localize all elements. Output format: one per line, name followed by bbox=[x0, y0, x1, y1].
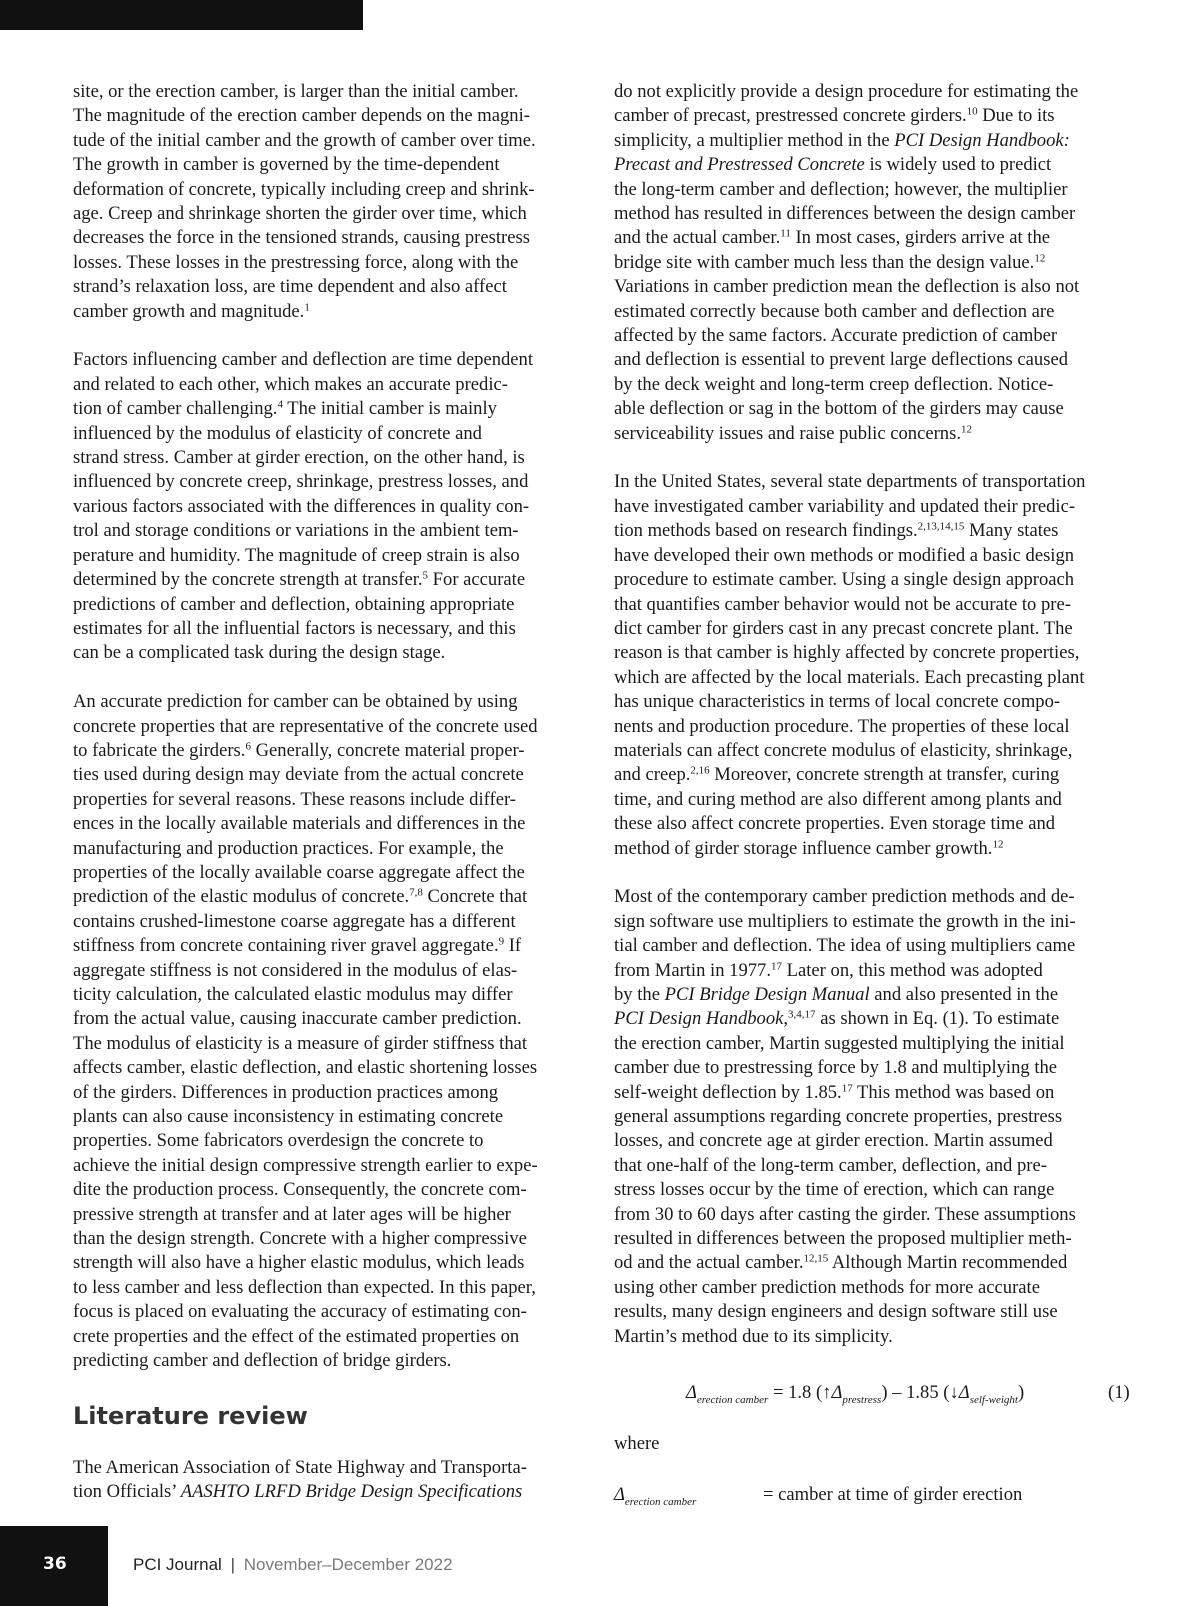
section-heading-literature-review: Literature review bbox=[73, 1402, 308, 1430]
text-line: trol and storage conditions or variations in the ambient tem- bbox=[73, 520, 519, 542]
text-line: strand’s relaxation loss, are time dependent and also affect bbox=[73, 276, 507, 298]
text-line: procedure to estimate camber. Using a single design approach bbox=[614, 569, 1075, 591]
text-line: properties. Some fabricators overdesign the concrete to bbox=[73, 1130, 484, 1152]
text-line: strand stress. Camber at girder erection, on the other hand, is bbox=[73, 447, 525, 469]
text-line: influenced by concrete creep, shrinkage, prestress losses, and bbox=[73, 471, 529, 493]
text-line: estimates for all the influential factors is necessary, and this bbox=[73, 617, 516, 639]
text-line: manufacturing and production practices. For example, the bbox=[73, 837, 504, 859]
text-line: Factors influencing camber and deflection are time dependent bbox=[73, 349, 534, 371]
text-line: reason is that camber is highly affected by concrete properties, bbox=[614, 642, 1080, 664]
equation-1: $\Delta_{erection camber} = 1.8$ $(↑\Delta_{prestress}) - 1.85$ $(↓\Delta_{self-weight})$ bbox=[686, 1382, 1025, 1406]
left-paragraph-3 bbox=[73, 690, 588, 1373]
definition-text: = camber at time of girder erection bbox=[763, 1484, 1023, 1505]
text-line: prediction of the elastic modulus of concrete.$^{7,8}$ Concrete that bbox=[73, 886, 528, 908]
text-line: aggregate stiffness is not considered in the modulus of elas- bbox=[73, 959, 518, 981]
text-line: Precast and Prestressed Concrete is widely used to predict bbox=[614, 154, 1052, 176]
text-line: losses. These losses in the prestressing force, along with the bbox=[73, 251, 519, 273]
text-line: concrete properties that are representative of the concrete used bbox=[73, 715, 538, 737]
text-line: to fabricate the girders.$^6$ Generally, concrete material proper- bbox=[73, 739, 525, 761]
journal-name: PCI Journal bbox=[133, 1555, 222, 1574]
text-line: age. Creep and shrinkage shorten the girder over time, which bbox=[73, 203, 527, 225]
page-number: 36 bbox=[43, 1554, 67, 1574]
text-line: ticity calculation, the calculated elastic modulus may differ bbox=[73, 984, 513, 1005]
header-bar bbox=[0, 0, 363, 30]
footer-journal-info bbox=[133, 1555, 453, 1575]
text-line: from 30 to 60 days after casting the girder. These assumptions bbox=[614, 1203, 1076, 1225]
text-line: properties for several reasons. These reasons include differ- bbox=[73, 788, 516, 810]
text-line: An accurate prediction for camber can be obtained by using bbox=[73, 691, 518, 713]
text-line: The growth in camber is governed by the time-dependent bbox=[73, 154, 500, 176]
text-line: than the design strength. Concrete with a higher compressive bbox=[73, 1228, 527, 1250]
definition-symbol: $\Delta_{erection camber}$ bbox=[614, 1484, 697, 1508]
text-line: resulted in differences between the proposed multiplier meth- bbox=[614, 1228, 1072, 1250]
text-line: serviceability issues and raise public concerns.$^{12}$ bbox=[614, 422, 972, 444]
text-line: site, or the erection camber, is larger than the initial camber. bbox=[73, 81, 519, 102]
right-paragraph-1 bbox=[614, 80, 1129, 446]
text-line: strength will also have a higher elastic modulus, which leads bbox=[73, 1252, 525, 1274]
text-line: decreases the force in the tensioned strands, causing prestress bbox=[73, 227, 530, 249]
text-line: by the PCI Bridge Design Manual and also presented in the bbox=[614, 984, 1059, 1005]
text-line: Variations in camber prediction mean the deflection is also not bbox=[614, 276, 1080, 298]
text-line: and deflection is essential to prevent large deflections caused bbox=[614, 349, 1069, 371]
text-line: do not explicitly provide a design procedure for estimating the bbox=[614, 81, 1079, 102]
text-line: method of girder storage influence camber growth.$^{12}$ bbox=[614, 837, 1004, 859]
text-line: bridge site with camber much less than the design value.$^{12}$ bbox=[614, 251, 1046, 273]
text-line: pressive strength at transfer and at later ages will be higher bbox=[73, 1203, 511, 1225]
text-line: self-weight deflection by 1.85.17 This method was based on bbox=[614, 1081, 1055, 1103]
text-line: dict camber for girders cast in any precast concrete plant. The bbox=[614, 617, 1073, 639]
text-line: nents and production procedure. The properties of these local bbox=[614, 715, 1070, 737]
text-line: od and the actual camber.$^{12,15}$ Although Martin recommended bbox=[614, 1252, 1068, 1274]
text-line: determined by the concrete strength at transfer.$^5$ For accurate bbox=[73, 569, 526, 591]
text-line: the long-term camber and deflection; however, the multiplier bbox=[614, 178, 1068, 200]
text-line: by the deck weight and long-term creep deflection. Notice- bbox=[614, 373, 1054, 395]
text-line: camber of precast, prestressed concrete girders.$^{10}$ Due to its bbox=[614, 105, 1055, 127]
text-line: losses, and concrete age at girder erection. Martin assumed bbox=[614, 1130, 1053, 1152]
text-line: able deflection or sag in the bottom of the girders may cause bbox=[614, 398, 1064, 420]
text-line: various factors associated with the differences in quality con- bbox=[73, 495, 530, 517]
footer-separator: | bbox=[230, 1555, 235, 1574]
text-line: have investigated camber variability and updated their predic- bbox=[614, 495, 1076, 517]
text-line: results, many design engineers and design software still use bbox=[614, 1301, 1058, 1323]
text-line: and related to each other, which makes an accurate predic- bbox=[73, 373, 508, 395]
text-line: these also affect concrete properties. Even storage time and bbox=[614, 813, 1056, 835]
text-line: that quantifies camber behavior would not be accurate to pre- bbox=[614, 593, 1071, 615]
text-line: properties of the locally available coarse aggregate affect the bbox=[73, 861, 525, 883]
text-line: tion Officials’ AASHTO LRFD Bridge Design Specifications bbox=[73, 1481, 523, 1503]
text-line: tial camber and deflection. The idea of using multipliers came bbox=[614, 935, 1076, 957]
text-line: plants can also cause inconsistency in estimating concrete bbox=[73, 1106, 504, 1128]
right-column bbox=[614, 80, 1129, 1349]
text-line: have developed their own methods or modified a basic design bbox=[614, 544, 1075, 566]
text-line: using other camber prediction methods for more accurate bbox=[614, 1276, 1040, 1298]
left-paragraph-1 bbox=[73, 80, 588, 324]
text-line: Martin’s method due to its simplicity. bbox=[614, 1325, 893, 1347]
text-line: camber due to prestressing force by 1.8 and multiplying the bbox=[614, 1057, 1058, 1079]
text-line: that one-half of the long-term camber, deflection, and pre- bbox=[614, 1154, 1047, 1176]
text-line: method has resulted in differences between the design camber bbox=[614, 203, 1076, 225]
text-line: The magnitude of the erection camber depends on the magni- bbox=[73, 105, 530, 127]
text-line: The modulus of elasticity is a measure of girder stiffness that bbox=[73, 1032, 528, 1054]
text-line: affects camber, elastic deflection, and elastic shortening losses bbox=[73, 1057, 538, 1079]
text-line: ties used during design may deviate from the actual concrete bbox=[73, 764, 524, 786]
literature-review-paragraph bbox=[73, 1456, 588, 1505]
text-line: can be a complicated task during the design stage. bbox=[73, 642, 446, 664]
text-line: ences in the locally available materials and differences in the bbox=[73, 813, 526, 835]
text-line: tion of camber challenging.$^4$ The initial camber is mainly bbox=[73, 398, 497, 420]
text-line: materials can affect concrete modulus of elasticity, shrinkage, bbox=[614, 739, 1073, 761]
text-line: and creep.$^{2,16}$ Moreover, concrete strength at transfer, curing bbox=[614, 764, 1060, 786]
text-line: has unique characteristics in terms of local concrete compo- bbox=[614, 691, 1061, 713]
text-line: The American Association of State Highway and Transporta- bbox=[73, 1457, 527, 1478]
left-column bbox=[73, 80, 588, 1374]
text-line: of the girders. Differences in production practices among bbox=[73, 1081, 499, 1103]
text-line: influenced by the modulus of elasticity of concrete and bbox=[73, 422, 482, 444]
text-line: the erection camber, Martin suggested multiplying the initial bbox=[614, 1032, 1065, 1054]
text-line: estimated correctly because both camber and deflection are bbox=[614, 300, 1055, 322]
issue-date: November–December 2022 bbox=[243, 1555, 453, 1574]
text-line: tude of the initial camber and the growth of camber over time. bbox=[73, 129, 536, 151]
right-paragraph-2 bbox=[614, 470, 1129, 861]
where-label: where bbox=[614, 1433, 660, 1454]
text-line: from the actual value, causing inaccurate camber prediction. bbox=[73, 1008, 522, 1030]
text-line: and the actual camber.$^{11}$ In most cases, girders arrive at the bbox=[614, 227, 1051, 249]
text-line: predicting camber and deflection of bridge girders. bbox=[73, 1350, 452, 1372]
text-line: affected by the same factors. Accurate prediction of camber bbox=[614, 325, 1058, 347]
left-paragraph-2 bbox=[73, 348, 588, 665]
text-line: camber growth and magnitude.$^1$ bbox=[73, 300, 310, 322]
text-line: simplicity, a multiplier method in the PCI Design Handbook: bbox=[614, 129, 1070, 151]
text-line: sign software use multipliers to estimate the growth in the ini- bbox=[614, 910, 1076, 932]
text-line: focus is placed on evaluating the accuracy of estimating con- bbox=[73, 1301, 527, 1323]
text-line: tion methods based on research findings.$^{2,13,14,15}$ Many states bbox=[614, 520, 1059, 542]
text-line: predictions of camber and deflection, obtaining appropriate bbox=[73, 593, 515, 615]
text-line: Most of the contemporary camber prediction methods and de- bbox=[614, 886, 1075, 908]
text-line: to less camber and less deflection than expected. In this paper, bbox=[73, 1276, 536, 1298]
text-line: stiffness from concrete containing river gravel aggregate.$^9$ If bbox=[73, 935, 522, 957]
text-line: stress losses occur by the time of erection, which can range bbox=[614, 1179, 1055, 1201]
text-line: contains crushed-limestone coarse aggregate has a different bbox=[73, 910, 516, 932]
text-line: achieve the initial design compressive strength earlier to expe- bbox=[73, 1154, 538, 1176]
text-line: dite the production process. Consequently, the concrete com- bbox=[73, 1179, 527, 1201]
equation-number: (1) bbox=[1108, 1382, 1130, 1403]
text-line: general assumptions regarding concrete properties, prestress bbox=[614, 1106, 1063, 1128]
text-line: time, and curing method are also different among plants and bbox=[614, 788, 1062, 810]
text-line: which are affected by the local materials. Each precasting plant bbox=[614, 666, 1085, 688]
text-line: In the United States, several state departments of transportation bbox=[614, 471, 1086, 493]
text-line: from Martin in 1977.17 Later on, this method was adopted bbox=[614, 959, 1043, 981]
text-line: perature and humidity. The magnitude of creep strain is also bbox=[73, 544, 520, 566]
text-line: PCI Design Handbook,$^{3,4,17}$ as shown in Eq. (1). To estimate bbox=[614, 1008, 1060, 1030]
text-line: deformation of concrete, typically including creep and shrink- bbox=[73, 178, 535, 200]
right-paragraph-3 bbox=[614, 885, 1129, 1349]
text-line: crete properties and the effect of the estimated properties on bbox=[73, 1325, 520, 1347]
